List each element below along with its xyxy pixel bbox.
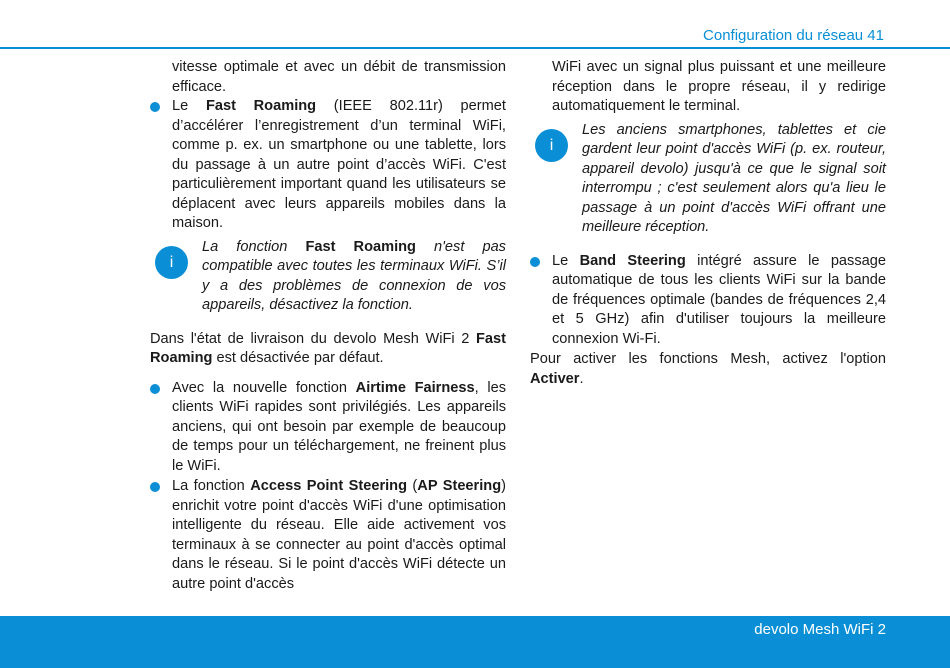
text: (IEEE 802.11r) permet d’accélérer l’enregistrement d’un terminal WiFi, comme p. ex. un smartphone ou une tablette, lors du passage à un autre point d’accès WiFi. C'est particulièrement important quand les utilisateurs se déplacent avec leurs appareils mobiles dans la maison. — [172, 98, 506, 231]
spacer — [150, 369, 506, 379]
term-access-point-steering: Access Point Steering — [250, 478, 408, 494]
bullet-ap-steering — [150, 477, 506, 594]
text: Le — [552, 252, 580, 269]
bullet-dot-icon — [150, 102, 160, 112]
page-header — [0, 0, 950, 52]
paragraph-continuation: vitesse optimale et avec un débit de transmission efficace. — [172, 59, 506, 95]
info-icon: i — [155, 246, 188, 279]
note-legacy-devices — [530, 121, 886, 238]
footer-brand: devolo Mesh WiFi 2 — [754, 621, 886, 638]
header-title: Configuration du réseau 41 — [703, 27, 884, 44]
spacer — [150, 316, 506, 330]
text: n'est pas compatible avec toutes les terminaux WiFi. S’il y a des problèmes de connexion de vos appareils, désactivez la fonction. — [202, 238, 506, 313]
paragraph-activate-mesh — [530, 350, 886, 389]
text: ) enrichit votre point d'accès WiFi d'une optimisation intelligente du réseau. Elle aide activement vos terminaux à se connecter au point d'accès optimal dans le réseau. Si le point d'accès WiFi détecte un autre point d'accès — [172, 478, 506, 592]
bullet-fast-roaming — [150, 97, 506, 234]
text: est désactivée par défaut. — [212, 350, 384, 366]
term-band-steering: Band Steering — [579, 252, 686, 269]
text: Le — [172, 98, 206, 114]
term-airtime-fairness: Airtime Fairness — [355, 379, 475, 396]
bullet-airtime-fairness — [150, 379, 506, 477]
term-fast-roaming: Fast Roaming — [150, 330, 506, 366]
info-icon: i — [535, 129, 568, 162]
text: Avec la nouvelle fonction — [172, 379, 356, 396]
page-footer — [0, 616, 950, 668]
term-activer: Activer — [530, 370, 580, 387]
text: ( — [407, 478, 418, 494]
text: La fonction — [202, 238, 306, 255]
bullet-dot-icon — [150, 482, 160, 492]
term-fast-roaming: Fast Roaming — [205, 98, 317, 114]
bullet-band-steering — [530, 252, 886, 350]
right-column — [530, 58, 886, 389]
bullet-dot-icon — [530, 257, 540, 267]
text: Pour activer les fonctions Mesh, activez l'option — [530, 351, 886, 367]
paragraph-default-state — [150, 330, 506, 369]
text: Dans l'état de livraison du devolo Mesh WiFi 2 — [150, 330, 476, 347]
note-fast-roaming — [150, 238, 506, 316]
text: intégré assure le passage automatique de tous les clients WiFi sur la bande de fréquences optimale (bandes de fréquences 2,4 et 5 GHz) afin d'utiliser toujours la meilleure connexion Wi-Fi. — [552, 252, 886, 347]
text: , les clients WiFi rapides sont privilégiés. Les appareils anciens, qui ont besoin par exemple de beaucoup de temps pour un téléchargement, ne freinent plus le WiFi. — [172, 379, 506, 474]
term-fast-roaming: Fast Roaming — [305, 238, 416, 255]
header-rule — [0, 47, 950, 49]
text: . — [579, 370, 584, 387]
text: La fonction — [172, 478, 251, 494]
paragraph-continuation: WiFi avec un signal plus puissant et une meilleure réception dans le propre réseau, il y redirige automatiquement le terminal. — [552, 59, 886, 114]
text: Les anciens smartphones, tablettes et cie gardent leur point d'accès WiFi (p. ex. routeur, appareil devolo) jusqu'à ce que le signal soit interrompu ; c'est seulement alors qu'a lieu le passage à un point d'accès WiFi offrant une meilleure réception. — [582, 121, 886, 235]
left-column — [150, 58, 506, 595]
term-ap-steering: AP Steering — [417, 478, 502, 494]
spacer — [530, 238, 886, 252]
bullet-dot-icon — [150, 384, 160, 394]
